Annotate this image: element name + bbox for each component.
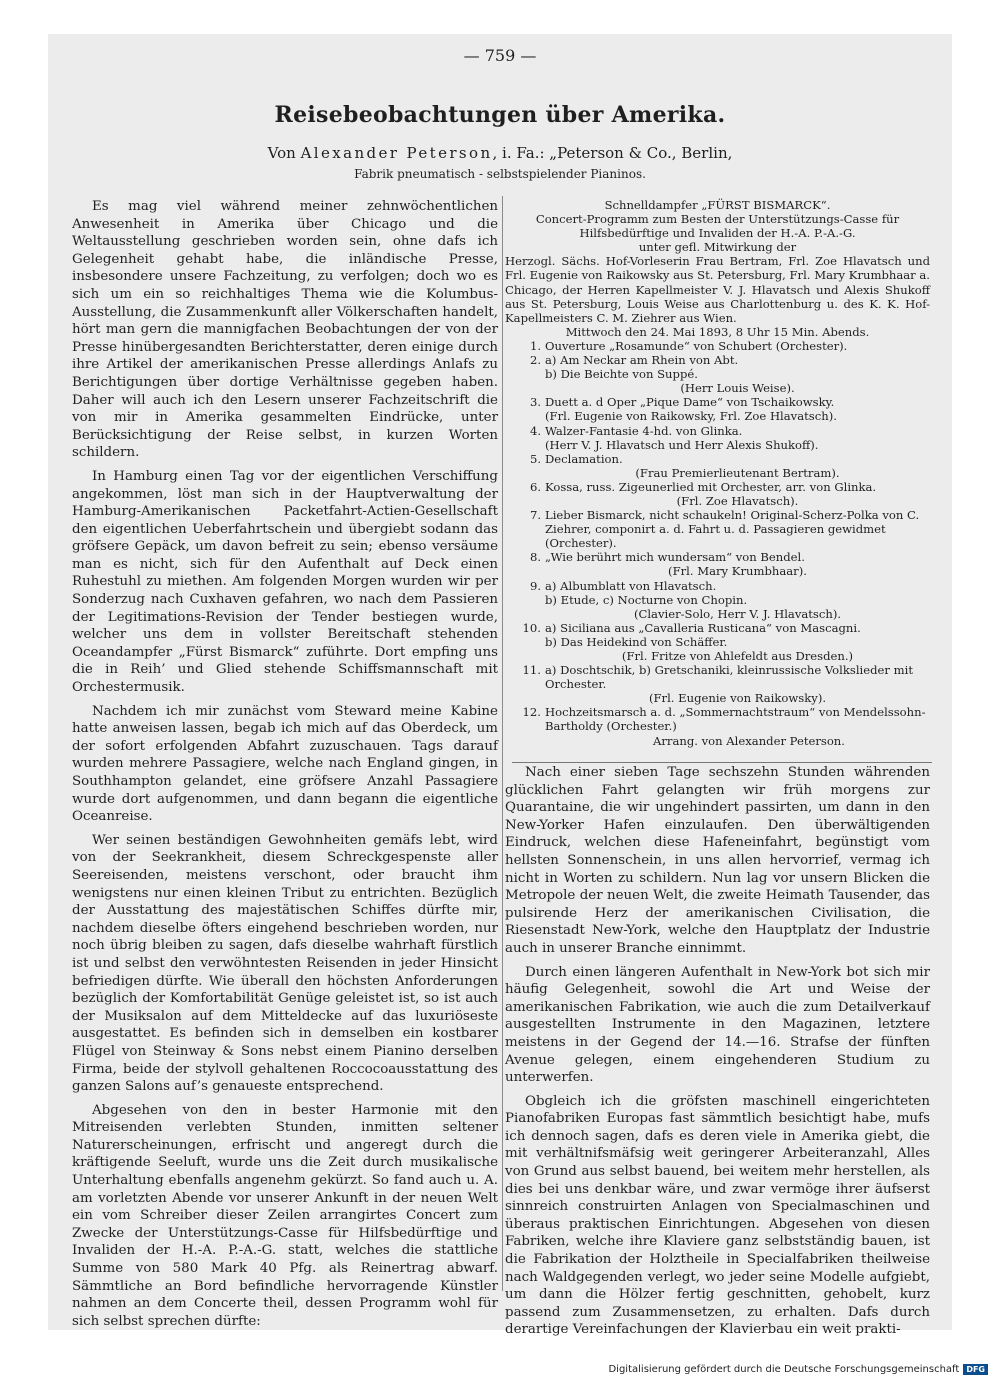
program-item-number: 6.	[529, 479, 541, 494]
program-item-line: a) Albumblatt von Hlavatsch.	[545, 578, 717, 593]
program-item-text	[545, 480, 930, 494]
program-item-performer: (Frau Premierlieutenant Bertram).	[635, 465, 840, 480]
program-item	[505, 663, 930, 691]
program-item-number: 3.	[529, 395, 541, 410]
program-item-number: 10.	[522, 620, 541, 635]
firm-name: , i. Fa.: „Peterson & Co., Berlin,	[492, 144, 733, 162]
paragraph: Abgesehen von den in bester Harmonie mit den Mitreisenden verlebten Stunden, inmitten seltener Naturerscheinungen, erfrischt und angeregt durch die kräftigende Seeluft, wurde uns die Zeit durch musikalische Unterhaltung ebenfalls angenehm gekürzt. So fand auch u. A. am vorletzten Abende vor unserer Ankunft in der neuen Welt ein vom Schreiber dieser Zeilen arrangirtes Concert zum Zwecke der Unterstützungs-Casse für Hilfsbedürftige und Invaliden der H.-A. P.-A.-G. statt, welches die stattliche Summe von 580 Mark 40 Pfg. als Reinertrag abwarf. Sämmtliche an Bord befindliche hervorragende Künstler nahmen an dem Concerte theil, dessen Programm wohl für sich selbst sprechen dürfte:	[72, 1102, 498, 1329]
byline	[0, 144, 1000, 162]
paragraph: In Hamburg einen Tag vor der eigentlichen Verschiffung angekommen, löst man sich in der Hauptverwaltung der Hamburg-Amerikanischen Packetfahrt-Actien-Gesellschaft den eigentlichen Ueberfahrtschein und übergiebt sodann das gröfsere Gepäck, um davon befreit zu sein; ebenso versäume man es nicht, sich für den Aufenthalt auf Deck einen Ruhestuhl zu miethen. Am folgenden Morgen wurden wir per Sonderzug nach Cuxhaven gefahren, wo nach dem Passieren der Legitimations-Revision der Tender bestiegen wurde, welcher uns dem in vollster Bereitschaft stehenden Oceandampfer „Fürst Bismarck“ zuführte. Dort empfing uns die in Reih’ und Glied stehende Schiffsmannschaft mit Orchestermusik.	[72, 468, 498, 696]
program-item-line: Lieber Bismarck, nicht schaukeln! Original-Scherz-Polka von C. Ziehrer, componirt a. d. Fahrt u. d. Passagieren gewidmet (Orchester).	[545, 508, 920, 551]
program-item-text	[545, 395, 930, 423]
author-name: Alexander Peterson	[300, 144, 493, 162]
byline-prefix: Von	[267, 144, 296, 162]
program-item-text	[545, 424, 930, 452]
program-item-number: 11.	[522, 663, 541, 678]
program-item-performer: (Clavier-Solo, Herr V. J. Hlavatsch).	[633, 606, 842, 621]
right-column	[505, 764, 930, 1345]
program-item-number: 5.	[529, 451, 541, 466]
program-item-line: (Herr V. J. Hlavatsch und Herr Alexis Shukoff).	[545, 437, 819, 452]
program-item-line: „Wie berührt mich wundersam“ von Bendel.	[545, 550, 805, 565]
program-item-line: a) Am Neckar am Rhein von Abt.	[545, 353, 739, 368]
program-item	[505, 339, 930, 353]
program-item-performer: (Frl. Fritze von Ahlefeldt aus Dresden.)	[621, 649, 854, 663]
program-item	[505, 705, 930, 733]
paragraph: Nach einer sieben Tage sechszehn Stunden währenden glücklichen Fahrt gelangten wir früh morgens zur Quarantaine, die wir ungehindert passirten, um dann in den New-Yorker Hafen einzulaufen. Den überwältigenden Eindruck, welchen diese Hafeneinfahrt, begünstigt vom hellsten Sonnenschein, in uns allen hervorrief, vermag ich nicht in Worten zu schildern. Nun lag vor unsern Blicken die Metropole der neuen Welt, die zweite Heimath Tausender, das pulsirende Herz der amerikanischen Civilisation, die Riesenstadt New-York, welche den Hauptplatz der Industrie auch in unserer Branche einnimmt.	[505, 765, 930, 956]
page-number: — 759 —	[463, 46, 537, 65]
program-item-text	[545, 508, 930, 550]
program-item	[505, 550, 930, 564]
program-item-line: Hochzeitsmarsch a. d. „Sommernachtstraum“ von Mendelssohn-Bartholdy (Orchester.)	[545, 705, 926, 734]
program-item-performer: (Frl. Eugenie von Raikowsky).	[648, 691, 827, 706]
program-item-performer: (Herr Louis Weise).	[680, 381, 795, 396]
program-item	[505, 452, 930, 466]
program-items	[505, 339, 930, 734]
program-item-text	[545, 353, 930, 381]
program-with: unter gefl. Mitwirkung der	[638, 240, 797, 255]
article-title: Reisebeobachtungen über Amerika.	[274, 102, 726, 128]
column-rule	[502, 196, 503, 1291]
program-ship: Schnelldampfer „FÜRST BISMARCK“.	[604, 198, 831, 212]
program-item-text	[545, 579, 930, 607]
program-item	[505, 508, 930, 550]
program-item-text	[545, 621, 930, 649]
paragraph: Wer seinen beständigen Gewohnheiten gemäfs lebt, wird von der Seekrankheit, diesem Schreckgespenste aller Seereisenden, meistens verschont, oder braucht ihm wenigstens nur einen kleinen Tribut zu entrichten. Bezüglich der Ausstattung des majestätischen Schiffes dürfte mir, nachdem dieselbe öfters eingehend beschrieben worden, nur noch übrig bleiben zu sagen, dafs dieselbe wahrhaft fürstlich ist und selbst den verwöhntesten Reisenden in jeder Hinsicht befriedigen dürfte. Wie überall den höchsten Anforderungen bezüglich der Komfortabilität Genüge geleistet ist, so ist auch der Musiksalon auf dem Mitteldecke auf das luxuriöseste ausgestattet. Es befinden sich in demselben ein kostbarer Flügel von Steinway & Sons nebst einem Pianino derselben Firma, beide der stylvoll gehaltenen Roccocoausstattung des ganzen Salons auf’s genaueste entsprechend.	[72, 832, 498, 1095]
footer-text: Digitalisierung gefördert durch die Deutsche Forschungsgemeinschaft	[608, 1364, 960, 1375]
program-item	[505, 424, 930, 452]
program-item-line: (Frl. Eugenie von Raikowsky, Frl. Zoe Hlavatsch).	[545, 409, 837, 424]
program-item	[505, 353, 930, 381]
program-item-number: 1.	[529, 338, 541, 353]
paragraph: Nachdem ich mir zunächst vom Steward meine Kabine hatte anweisen lassen, begab ich mich auf das Oberdeck, um der sofort erfolgenden Abfahrt zuzuschauen. Tags darauf wurden mehrere Passagiere, welche nach England gingen, in Southhampton gelandet, eine gröfsere Anzahl Passagiere wurde dort aufgenommen, und dann begann die eigentliche Oceanreise.	[72, 703, 498, 825]
program-item-line: Walzer-Fantasie 4-hd. von Glinka.	[545, 423, 743, 438]
paragraph: Es mag viel während meiner zehnwöchentlichen Anwesenheit in Amerika über Chicago und die Weltausstellung geschrieben worden sein, ohne dafs ich Gelegenheit gehabt habe, die inländische Presse, insbesondere unsere Fachzeitung, zu verfolgen; doch wo es sich um ein so reichhaltiges Thema wie die Kolumbus-Ausstellung, die Zusammenkunft aller Völkerschaften handelt, hört man gern die mannigfachen Beobachtungen der von der Presse hinübergesandten Berichterstatter, deren einige durch ihre Artikel der amerikanischen Presse allerdings Anlafs zu Berichtigungen über dortige Verhältnisse gegeben haben. Daher will auch ich den Lesern unserer Fachzeitschrift die von mir in Amerika gesammelten Eindrücke, unter Berücksichtigung der Reise selbst, in kurzen Worten schildern.	[72, 199, 498, 461]
paragraph: Durch einen längeren Aufenthalt in New-York bot sich mir häufig Gelegenheit, sowohl die Art und Weise der amerikanischen Fabrikation, wie auch die zum Detailverkauf ausgestellten Instrumente in den Magazinen, letztere meistens in der Gegend der 14.—16. Strafse der fünften Avenue gelegen, einem eingehenderen Studium zu unterwerfen.	[505, 964, 930, 1086]
program-item-line: Declamation.	[545, 451, 623, 466]
program-item-text	[545, 550, 930, 564]
program-item-line: b) Das Heidekind von Schäffer.	[545, 634, 728, 649]
program-item-performer: (Frl. Zoe Hlavatsch).	[676, 493, 799, 508]
program-item-number: 7.	[529, 508, 541, 523]
program-item-line: b) Etude, c) Nocturne von Chopin.	[545, 592, 748, 607]
program-item-text	[545, 705, 930, 733]
program-item-line: Kossa, russ. Zigeunerlied mit Orchester, arr. von Glinka.	[545, 479, 877, 494]
program-date: Mittwoch den 24. Mai 1893, 8 Uhr 15 Min. Abends.	[565, 324, 870, 339]
left-column	[72, 198, 498, 1336]
program-heading: Concert-Programm zum Besten der Unterstützungs-Casse für Hilfsbedürftige und Invaliden der H.-A. P.-A.-G.	[535, 212, 900, 241]
program-item	[505, 480, 930, 494]
paragraph: Obgleich ich die gröfsten maschinell eingerichteten Pianofabriken Europas fast sämmtlich besichtigt habe, mufs ich dennoch sagen, dafs es deren viele in Amerika giebt, die mit verhältnifsmäfsig weit geringerer Arbeiteranzahl, Alles von Grund aus selbst bauend, bei weitem mehr herstellen, als dies bei uns denkbar wäre, und zwar vermöge ihrer äufserst sinnreich construirten Anlagen von Specialmaschinen und überaus praktischen Einrichtungen. Abgesehen von diesen Fabriken, welche ihre Klaviere ganz selbstständig bauen, ist die Fabrikation der Holztheile in Specialfabriken theilweise nach Waldgegenden verlegt, wo jeder seine Modelle aufgiebt, um dann die Hölzer fertig geschnitten, gehobelt, kurz passend zum Zusammensetzen, zu erhalten. Dafs durch derartige Vereinfachungen der Klavierbau ein weit prakti-	[505, 1093, 930, 1338]
program-item	[505, 621, 930, 649]
program-item-line: Ouverture „Rosamunde“ von Schubert (Orchester).	[545, 338, 848, 353]
program-item-text	[545, 452, 930, 466]
program-item	[505, 579, 930, 607]
program-item-line: a) Siciliana aus „Cavalleria Rusticana“ von Mascagni.	[545, 620, 861, 635]
section-rule	[512, 762, 932, 763]
program-item-number: 12.	[522, 705, 541, 720]
program-item-performer: (Frl. Mary Krumbhaar).	[668, 564, 807, 579]
firm-description: Fabrik pneumatisch - selbstspielender Pianinos.	[354, 167, 646, 181]
footer-credit	[608, 1364, 988, 1375]
program-item-line: b) Die Beichte von Suppé.	[545, 367, 698, 382]
concert-program	[505, 198, 930, 748]
program-performers: Herzogl. Sächs. Hof-Vorleserin Frau Bertram, Frl. Zoe Hlavatsch und Frl. Eugenie von Raikowsky aus St. Petersburg, Frl. Mary Krumbhaar a. Chicago, der Herren Kapellmeister V. J. Hlavatsch und Alexis Shukoff aus St. Petersburg, Louis Weise aus Charlottenburg u. des K. K. Hof-Kapellmeisters C. M. Ziehrer aus Wien.	[505, 254, 930, 325]
program-item-text	[545, 663, 930, 691]
program-item-line: Duett a. d Oper „Pique Dame“ von Tschaikowsky.	[545, 395, 835, 410]
dfg-logo: DFG	[963, 1364, 988, 1375]
program-item-line: a) Doschtschik, b) Gretschaniki, kleinrussische Volkslieder mit Orchester.	[545, 663, 913, 692]
program-item-number: 8.	[529, 550, 541, 565]
program-item	[505, 395, 930, 423]
program-arranger: Arrang. von Alexander Peterson.	[653, 733, 845, 748]
program-item-text	[545, 339, 930, 353]
program-item-number: 9.	[529, 578, 541, 593]
program-item-number: 2.	[529, 353, 541, 368]
program-item-number: 4.	[529, 423, 541, 438]
